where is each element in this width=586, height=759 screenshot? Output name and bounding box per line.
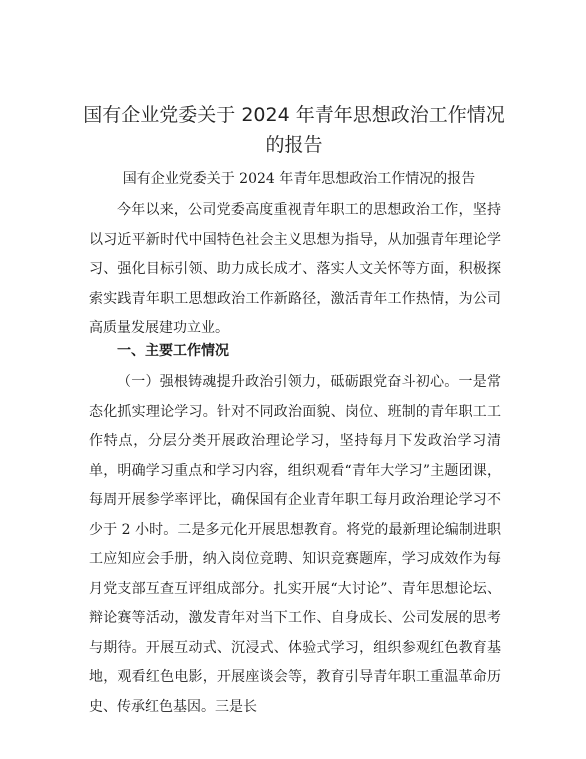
document-title: 国有企业党委关于 2024 年青年思想政治工作情况的报告 [83, 104, 505, 156]
document-subtitle: 国有企业党委关于 2024 年青年思想政治工作情况的报告 [122, 171, 476, 187]
intro-paragraph: 今年以来，公司党委高度重视青年职工的思想政治工作，坚持以习近平新时代中国特色社会主义思想为指导，从加强青年理论学习、强化目标引领、助力成长成才、落实人文关怀等方面，积极探索实践青年职工思想政治工作新路径，激活青年工作热情，为公司高质量发展建功立业。 [89, 202, 501, 336]
section-paragraph: （一）强根铸魂提升政治引领力，砥砺跟党奋斗初心。一是常态化抓实理论学习。针对不同政治面貌、岗位、班制的青年职工工作特点，分层分类开展政治理论学习，坚持每月下发政治学习清单，明确学习重点和学习内容，组织观看“青年大学习”主题团课，每周开展参学率评比，确保国有企业青年职工每月政治理论学习不少于 2 小时。二是多元化开展思想教育。将党的最新理论编制进职工应知应会手册，纳入岗位竞聘、知识竞赛题库，学习成效作为每月党支部互查互评组成部分。扎实开展“大讨论”、青年思想论坛、辩论赛等活动，激发青年对当下工作、自身成长、公司发展的思考与期待。开展互动式、沉浸式、体验式学习，组织参观红色教育基地，观看红色电影，开展座谈会等，教育引导青年职工重温革命历史、传承红色基因。三是长 [89, 374, 501, 715]
section-heading: 一、主要工作情况 [117, 343, 229, 359]
